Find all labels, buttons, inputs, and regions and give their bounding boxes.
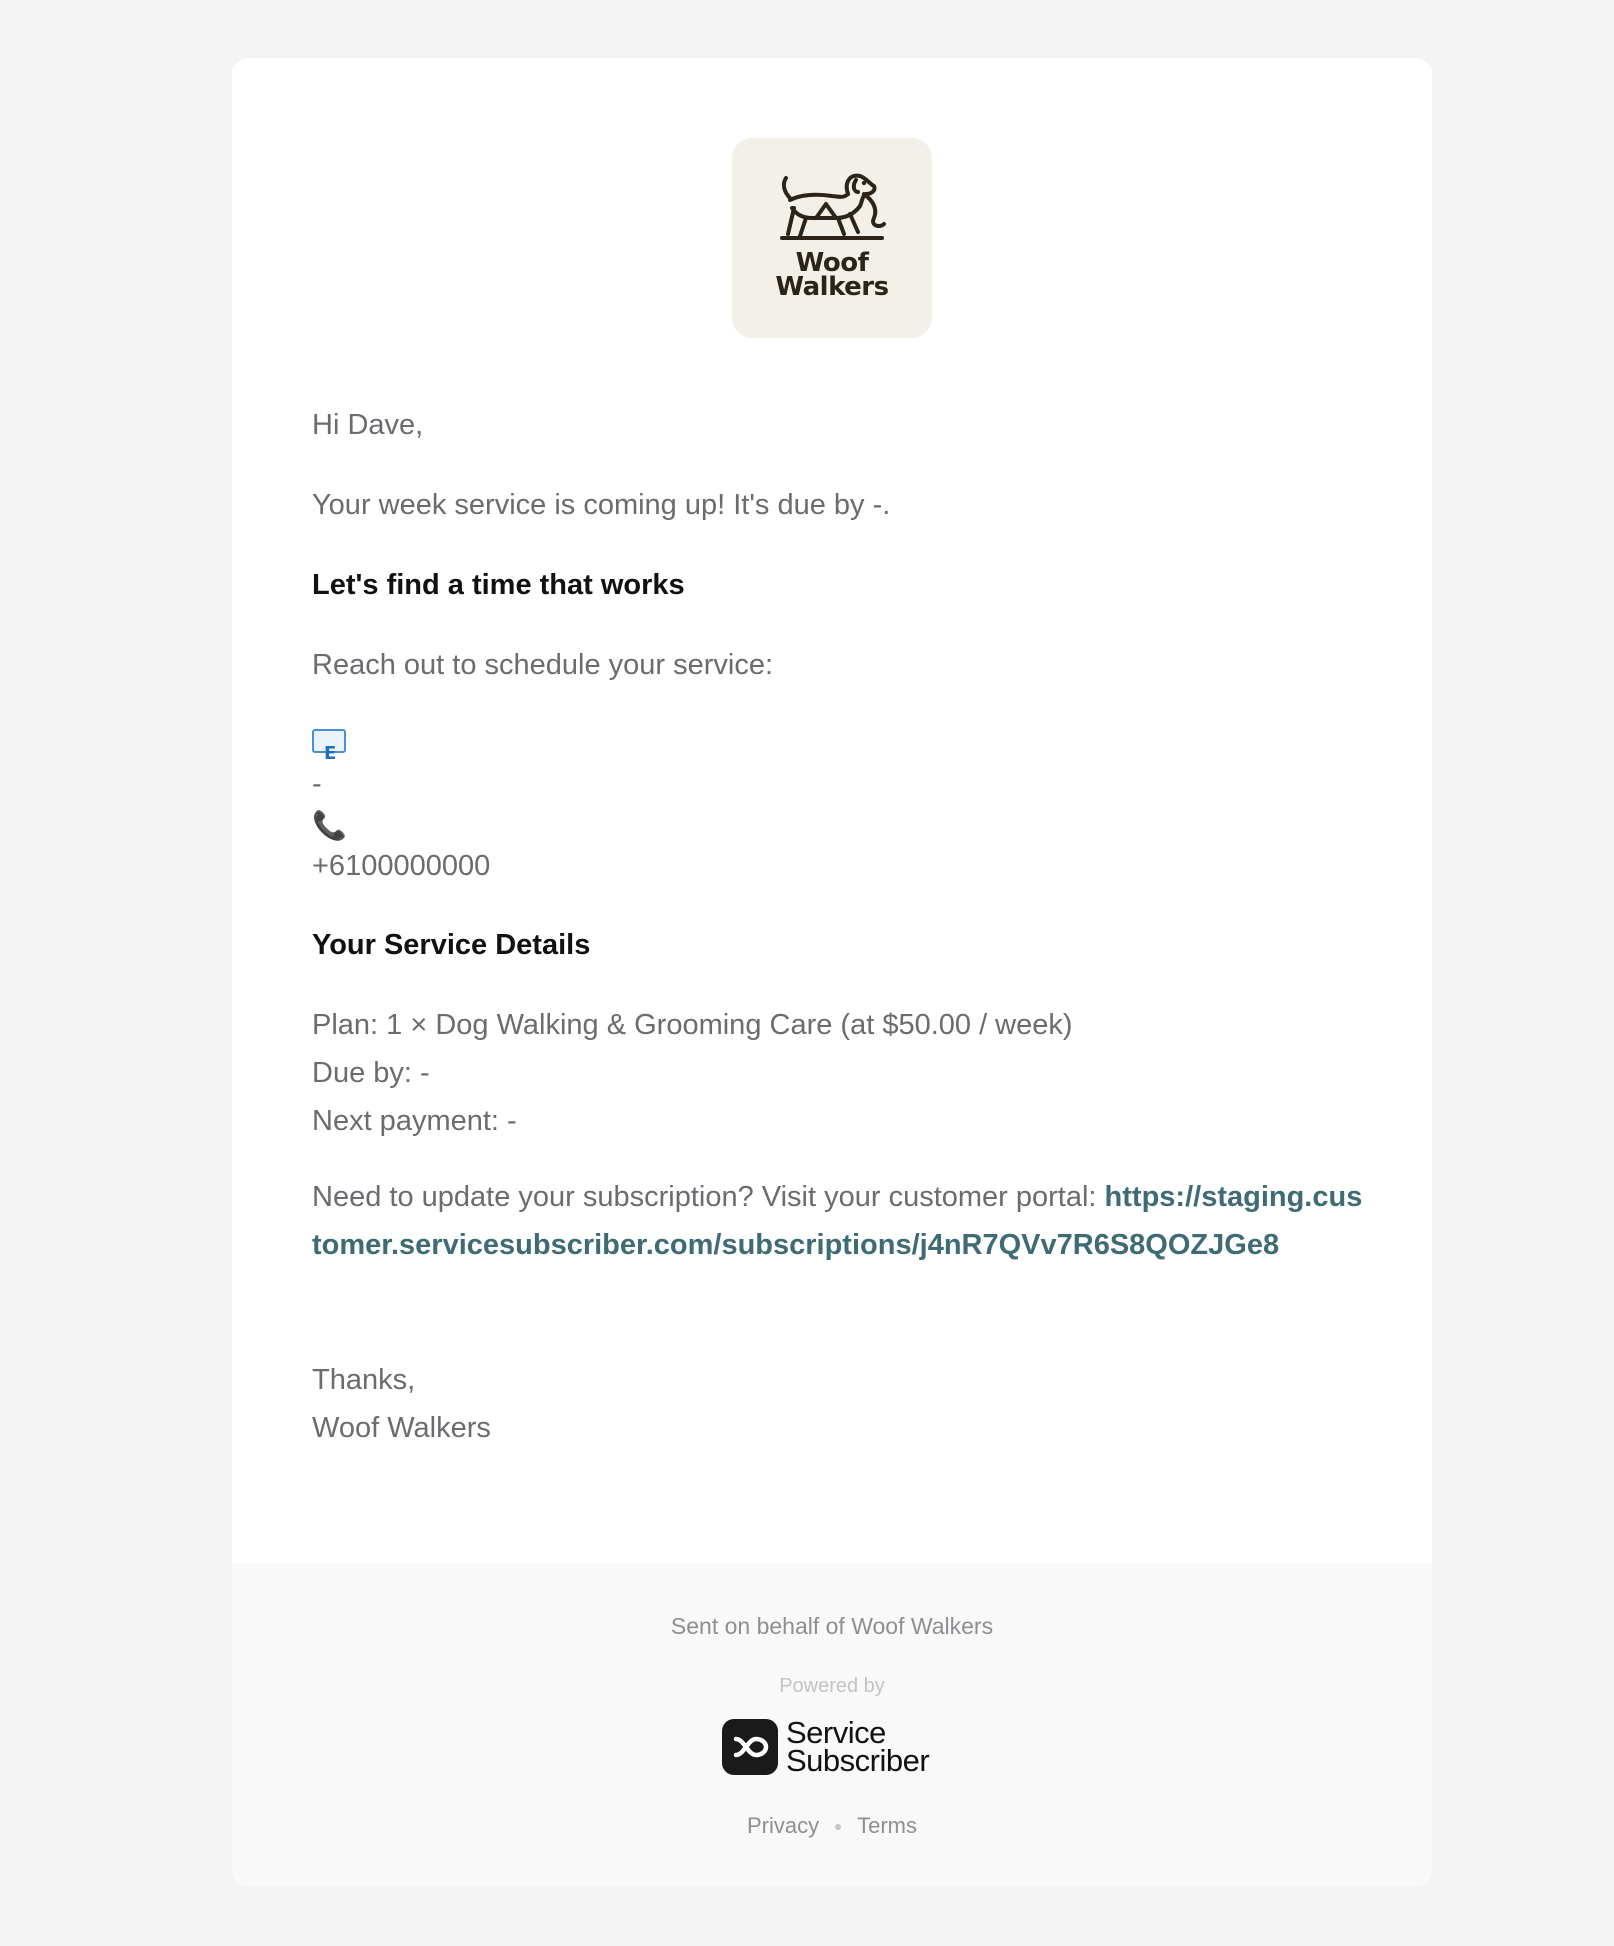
- next-payment-detail: Next payment: -: [312, 1105, 517, 1137]
- dog-walking-icon: [732, 138, 932, 338]
- plan-detail: Plan: 1 × Dog Walking & Grooming Care (at $50.00 / week): [312, 1009, 1073, 1041]
- intro-text: Your week service is coming up! It's due by -.: [312, 489, 891, 521]
- phone-contact-value[interactable]: +6100000000: [312, 850, 491, 882]
- email-footer: [232, 1563, 1432, 1886]
- portal-paragraph: [312, 1173, 1367, 1269]
- logo-text-walkers: Walkers: [775, 272, 889, 302]
- portal-text: Need to update your subscription? Visit your customer portal:: [312, 1181, 1105, 1213]
- customer-portal-link[interactable]: https://staging.customer.servicesubscriber.com/subscriptions/j4nR7QVv7R6S8QOZJGe8: [312, 1181, 1363, 1261]
- logo-text-woof: Woof: [795, 248, 869, 278]
- brand-line-subscriber: Subscriber: [786, 1743, 930, 1778]
- service-subscriber-wordmark: [786, 1715, 930, 1778]
- woof-walkers-logo: [732, 138, 932, 338]
- schedule-text: Reach out to schedule your service:: [312, 649, 774, 681]
- telephone-icon: 📞: [312, 810, 347, 841]
- brand-line-service: Service: [786, 1715, 886, 1750]
- due-by-detail: Due by: -: [312, 1057, 430, 1089]
- privacy-link[interactable]: Privacy: [746, 1813, 820, 1838]
- e-mail-icon: [312, 729, 346, 753]
- powered-by-text: Powered by: [779, 1675, 885, 1697]
- schedule-heading: Let's find a time that works: [312, 569, 685, 601]
- footer-links: [232, 1813, 1432, 1839]
- separator-dot-icon: [835, 1824, 841, 1830]
- email-card: [232, 58, 1432, 1886]
- greeting: Hi Dave,: [312, 409, 424, 441]
- sign-off: Thanks,: [312, 1364, 416, 1396]
- service-subscriber-logo[interactable]: [722, 1715, 952, 1779]
- service-details-heading: Your Service Details: [312, 929, 591, 961]
- sent-on-behalf-text: Sent on behalf of Woof Walkers: [670, 1613, 994, 1639]
- signature: Woof Walkers: [312, 1412, 491, 1444]
- email-contact-value[interactable]: -: [312, 768, 322, 800]
- service-subscriber-logo-icon: [722, 1719, 778, 1775]
- terms-link[interactable]: Terms: [857, 1813, 917, 1838]
